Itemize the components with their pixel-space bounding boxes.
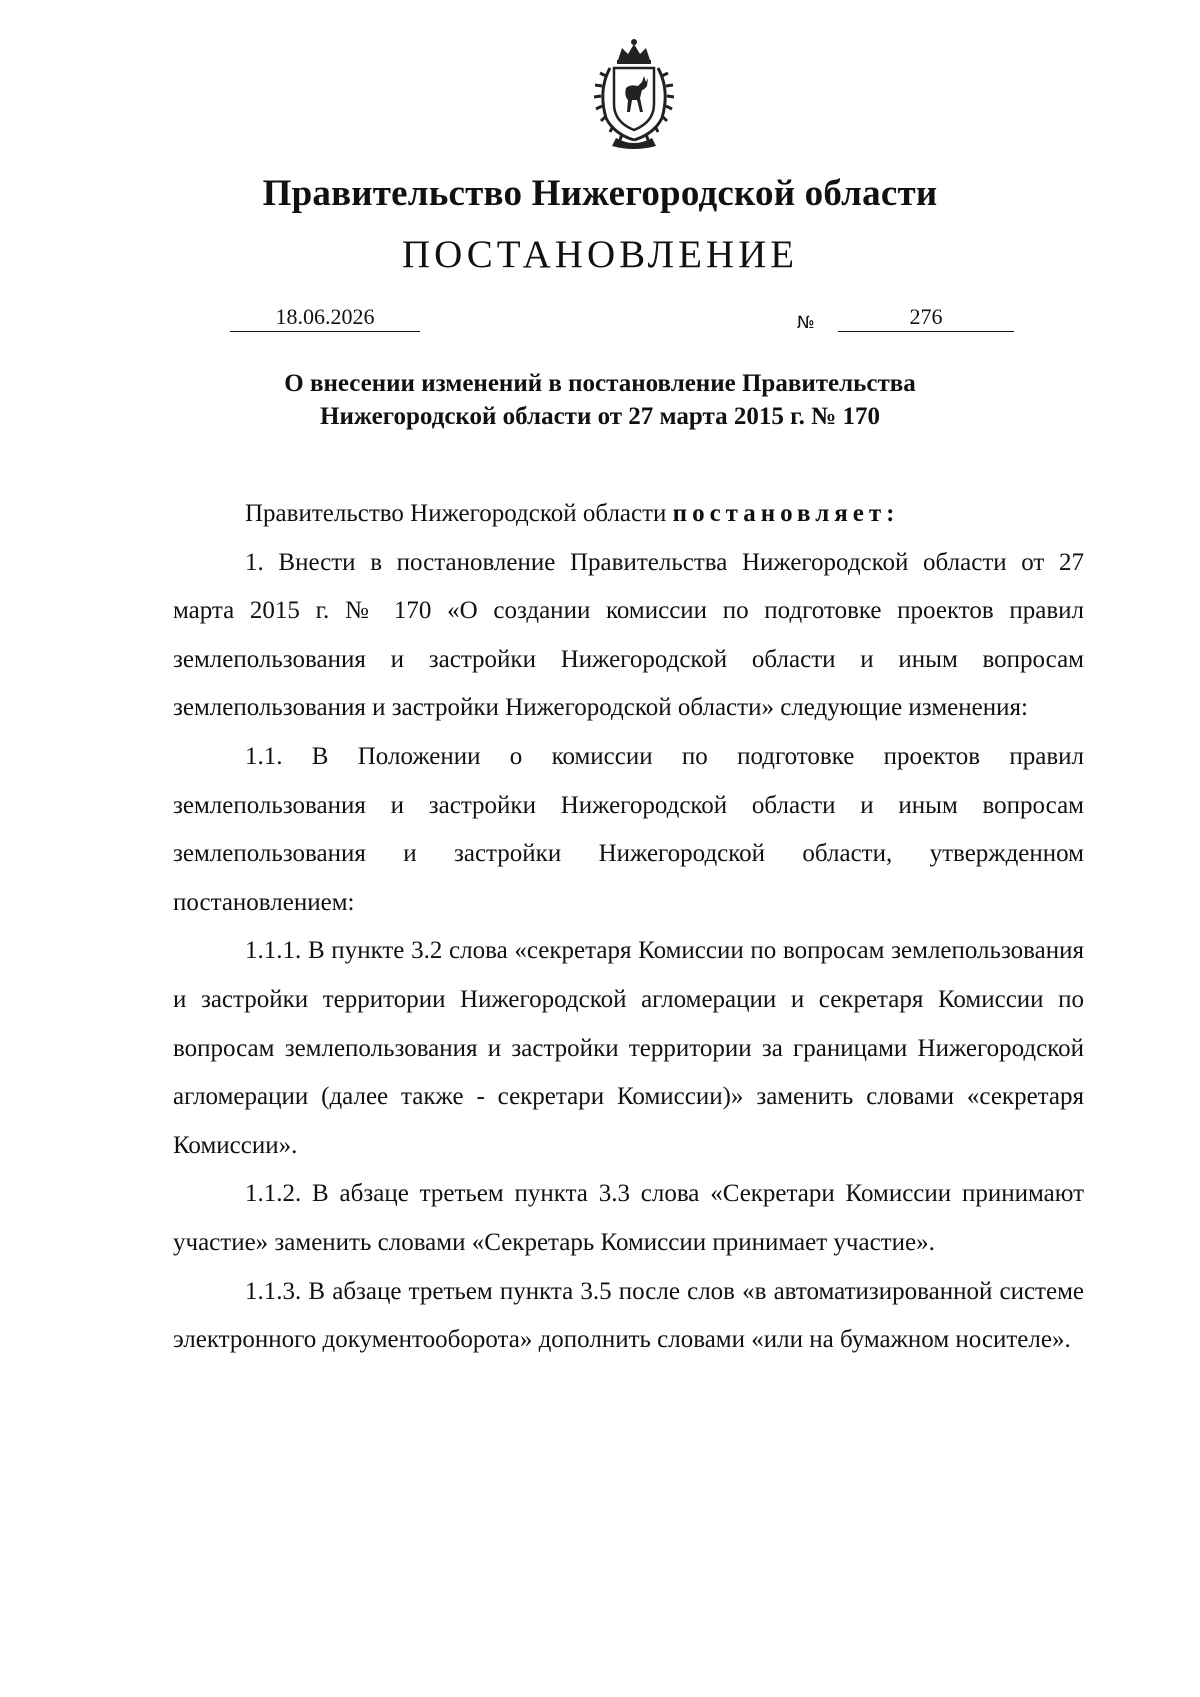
document-number: 276	[838, 304, 1014, 332]
document-kind: ПОСТАНОВЛЕНИЕ	[401, 233, 799, 276]
nizhny-novgorod-coat-of-arms-icon	[580, 38, 688, 150]
preamble-lead: Правительство Нижегородской области	[245, 500, 673, 527]
number-label: №	[797, 313, 815, 333]
paragraph-1-1-1: 1.1.1. В пункте 3.2 слова «секретаря Комиссии по вопросам землепользования и застройки территории Нижегородской агломерации и секретаря Комиссии по вопросам землепользования и застройки территории за границами Нижегородской агломерации (далее также - секретари Комиссии)» заменить словами «секретаря Комиссии».	[173, 937, 1084, 1159]
document-date: 18.06.2026	[230, 304, 420, 332]
paragraph-1-1: 1.1. В Положении о комиссии по подготовке проектов правил землепользования и застройки Нижегородской области и иным вопросам землепользования и застройки Нижегородской области, утвержденном постановлением:	[173, 742, 1084, 916]
paragraph-1-1-3: 1.1.3. В абзаце третьем пункта 3.5 после слов «в автоматизированной системе электронного документооборота» дополнить словами «или на бумажном носителе».	[173, 1277, 1084, 1354]
preamble	[173, 490, 1084, 539]
heading-line-2: Нижегородской области от 27 марта 2015 г. № 170	[320, 403, 880, 430]
document-body	[173, 490, 1084, 1365]
preamble-verb: постановляет:	[672, 500, 900, 527]
paragraph-1-1-2: 1.1.2. В абзаце третьем пункта 3.3 слова «Секретари Комиссии принимают участие» заменить словами «Секретарь Комиссии принимает участие».	[173, 1180, 1084, 1256]
document-heading	[0, 367, 1200, 433]
heading-line-1: О внесении изменений в постановление Правительства	[284, 370, 916, 397]
paragraph-1: 1. Внести в постановление Правительства Нижегородской области от 27 марта 2015 г. № 170 «О создании комиссии по подготовке проектов правил землепользования и застройки Нижегородской области и иным вопросам землепользования и застройки Нижегородской области» следующие изменения:	[173, 548, 1084, 722]
government-name: Правительство Нижегородской области	[262, 173, 938, 214]
